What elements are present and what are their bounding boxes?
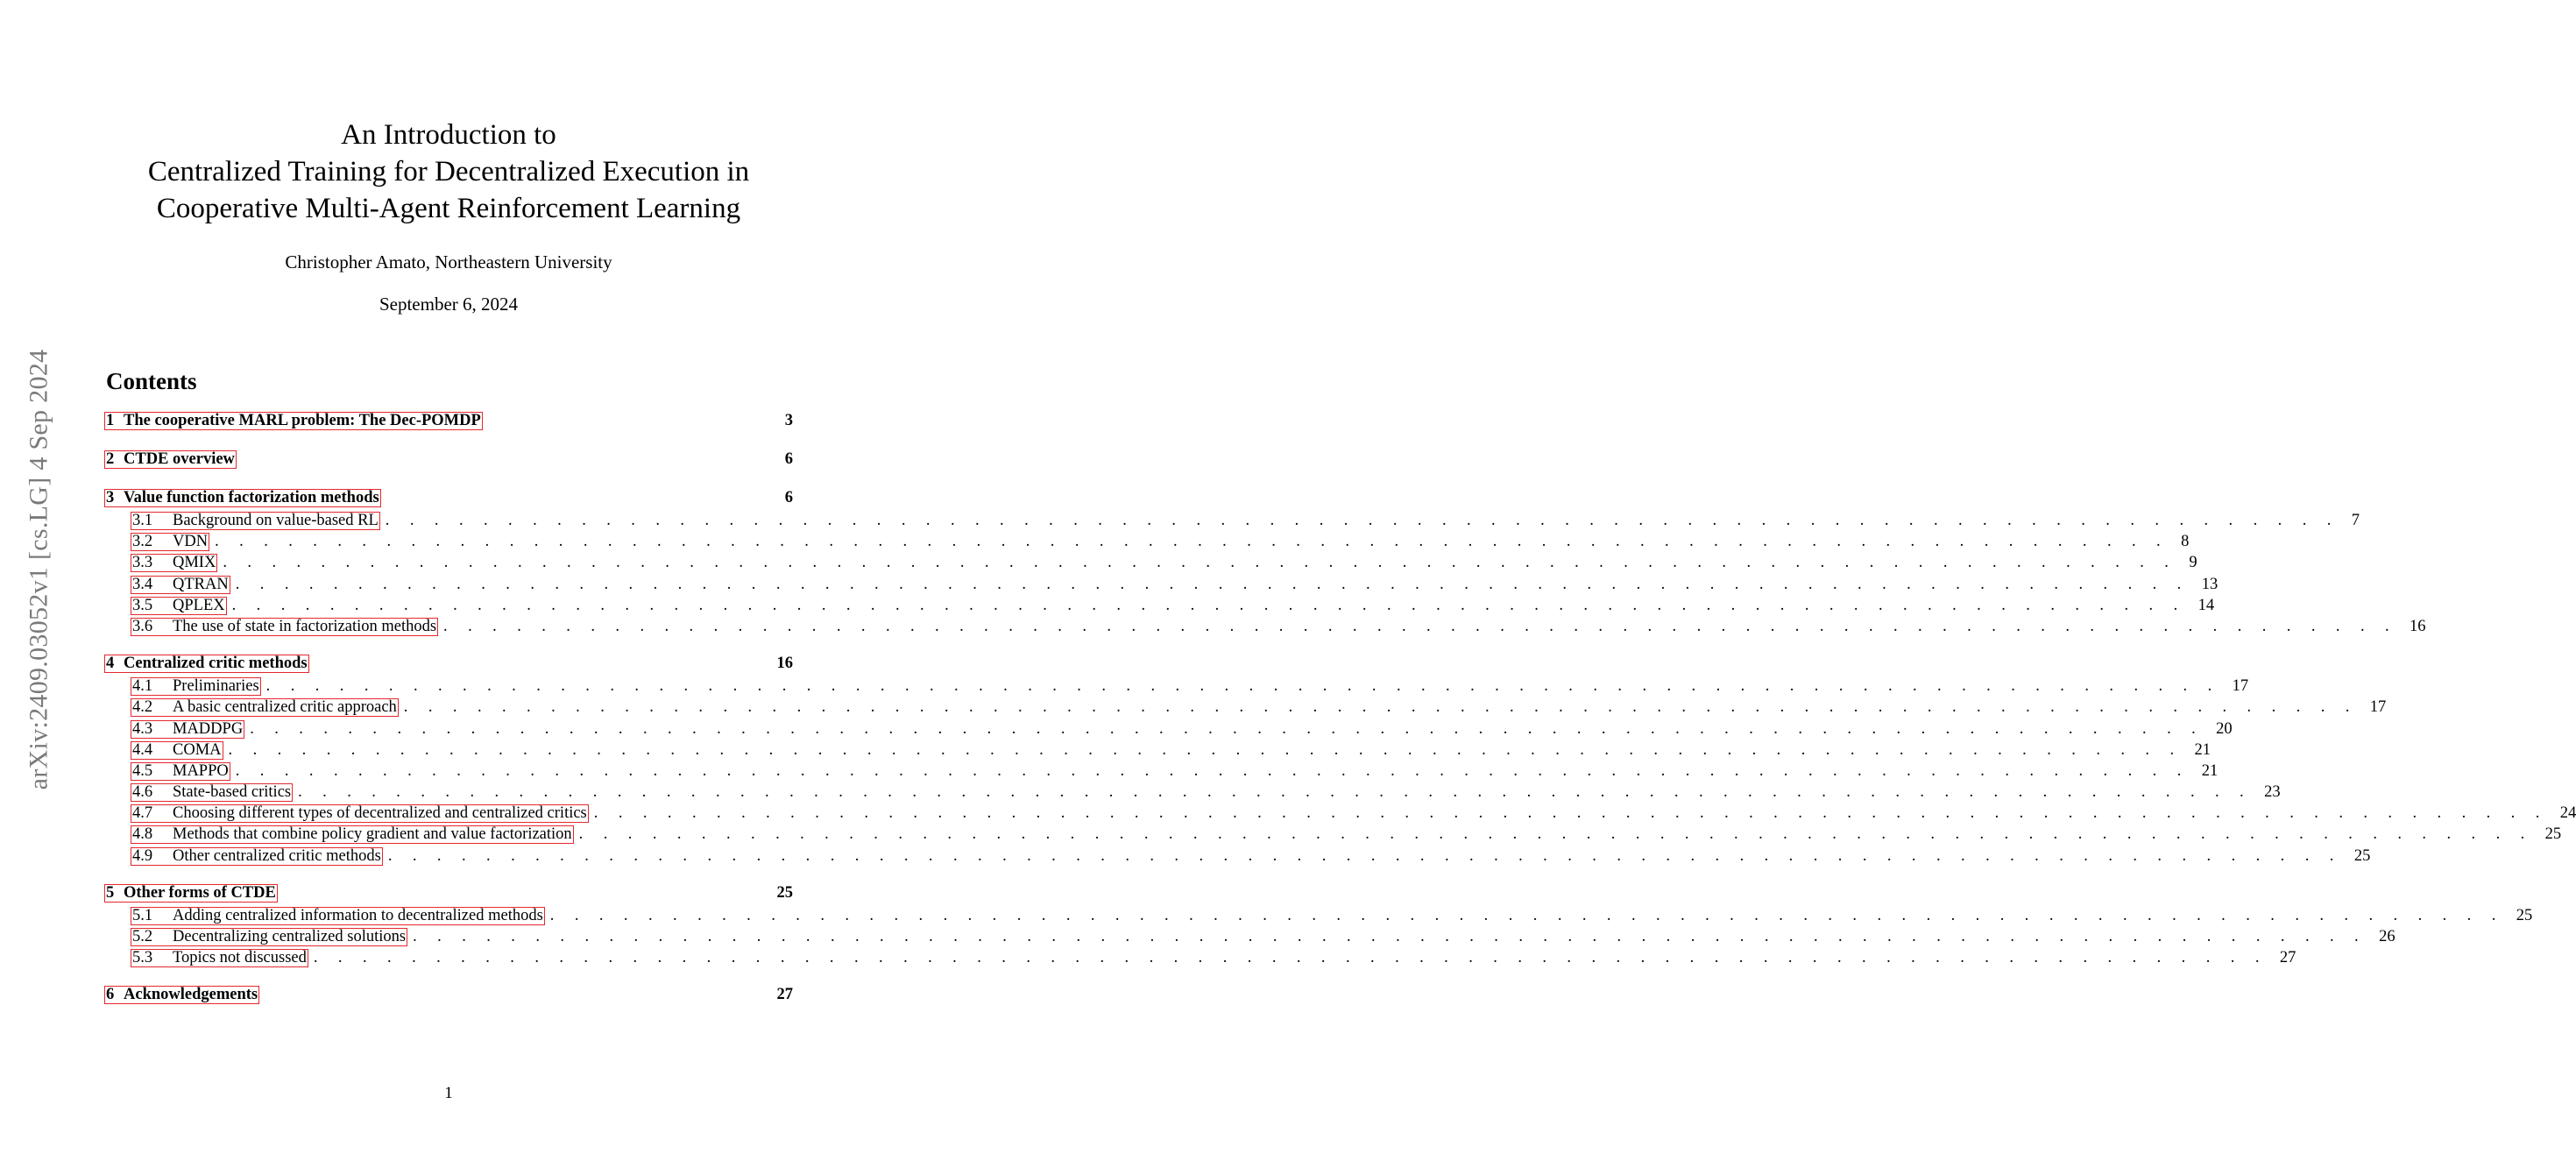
- toc-subsection-title: A basic centralized critic approach: [173, 698, 397, 717]
- toc-subsection-number: 4.8: [132, 825, 153, 844]
- toc-section-link[interactable]: [104, 412, 483, 430]
- toc-subsection-link[interactable]: [131, 512, 380, 530]
- toc-subsection-title: QTRAN: [173, 575, 229, 593]
- toc-subsection-row: [104, 512, 2360, 533]
- toc-section-title: The cooperative MARL problem: The Dec-POMDP: [124, 412, 481, 429]
- toc-subsection-number: 4.1: [132, 677, 153, 696]
- toc-subsection-page: 24: [2559, 804, 2576, 823]
- toc-subsection-number: 3.5: [132, 596, 153, 614]
- toc-leader-dots: . . . . . . . . . . . . . . . . . . . . . . . . . . . . . . . . . . . . . . . . . . . . . . . . . . . . . . . . . . . . . . . . . . . . . . . . . . . . . . . .: [403, 698, 2358, 717]
- toc-subsection-page: 13: [2201, 575, 2219, 593]
- toc-subsection-link[interactable]: [131, 804, 589, 823]
- toc-subsection-title: VDN: [173, 533, 209, 551]
- toc-subsection-title: Methods that combine policy gradient and value factorization: [173, 825, 572, 844]
- table-of-contents: [104, 412, 2576, 1009]
- toc-leader-dots: . . . . . . . . . . . . . . . . . . . . . . . . . . . . . . . . . . . . . . . . . . . . . . . . . . . . . . . . . . . . . . . . . . . . . . . . . . . . . . . .: [265, 677, 2220, 696]
- toc-subsection-link[interactable]: [131, 949, 308, 967]
- toc-section-page: 16: [776, 655, 793, 673]
- toc-leader-dots: . . . . . . . . . . . . . . . . . . . . . . . . . . . . . . . . . . . . . . . . . . . . . . . . . . . . . . . . . . . . . . . . . . . . . . . . . . . . . . . .: [385, 512, 2339, 529]
- toc-subsection-title: Preliminaries: [173, 677, 259, 696]
- toc-subsection-page: 14: [2197, 596, 2215, 614]
- toc-subsection-row: [104, 825, 2562, 846]
- toc-subsection-title: Decentralizing centralized solutions: [173, 928, 407, 945]
- toc-leader-dots: . . . . . . . . . . . . . . . . . . . . . . . . . . . . . . . . . . . . . . . . . . . . . . . . . . . . . . . . . . . . . . . . . . . . . . . . . . . . . . . .: [593, 804, 2548, 823]
- toc-section-link[interactable]: [104, 450, 237, 469]
- toc-subsection-title: Choosing different types of decentralized and centralized critics: [173, 804, 587, 823]
- toc-subsection-title: QMIX: [173, 554, 216, 572]
- toc-subsection-title: QPLEX: [173, 596, 225, 614]
- toc-subsection-page: 17: [2369, 698, 2387, 717]
- toc-section-page: 25: [776, 883, 793, 902]
- toc-section-row: [104, 884, 793, 907]
- toc-subsection-row: [104, 575, 2219, 597]
- toc-subsection-link[interactable]: [131, 928, 407, 946]
- toc-subsection-number: 4.9: [132, 846, 153, 865]
- toc-subsection-page: 20: [2216, 719, 2233, 738]
- toc-subsection-link[interactable]: [131, 847, 383, 866]
- toc-section-row: [104, 655, 793, 677]
- toc-subsection-number: 5.2: [132, 928, 153, 945]
- toc-section-page: 6: [784, 489, 793, 506]
- toc-subsection-page: 9: [2189, 554, 2197, 572]
- contents-heading: Contents: [106, 368, 197, 394]
- toc-subsection-number: 3.6: [132, 617, 153, 635]
- toc-subsection-title: The use of state in factorization methods: [173, 617, 437, 635]
- toc-subsection-link[interactable]: [131, 741, 223, 760]
- toc-section-number: 1: [106, 412, 115, 429]
- toc-subsection-row: [104, 949, 2296, 970]
- toc-subsection-link[interactable]: [131, 907, 545, 925]
- toc-subsection-number: 3.1: [132, 512, 153, 529]
- paper-title: [0, 117, 897, 227]
- toc-subsection-link[interactable]: [131, 762, 230, 781]
- toc-subsection-page: 16: [2410, 617, 2426, 635]
- toc-leader-dots: . . . . . . . . . . . . . . . . . . . . . . . . . . . . . . . . . . . . . . . . . . . . . . . . . . . . . . . . . . . . . . . . . . . . . . . . . . . . . . . .: [443, 617, 2398, 635]
- title-line: Cooperative Multi-Agent Reinforcement Learning: [156, 193, 741, 224]
- author-line: Christopher Amato, Northeastern University: [285, 251, 612, 273]
- toc-section-link[interactable]: [104, 489, 381, 507]
- toc-subsection-title: Topics not discussed: [173, 949, 307, 967]
- title-line: An Introduction to: [341, 119, 556, 151]
- arxiv-stamp-text: arXiv:2409.03052v1 [cs.LG] 4 Sep 2024: [24, 349, 53, 790]
- toc-section-number: 3: [106, 489, 115, 506]
- toc-leader-dots: . . . . . . . . . . . . . . . . . . . . . . . . . . . . . . . . . . . . . . . . . . . . . . . . . . . . . . . . . . . . . . . . . . . . . . . . . . . . . . . .: [549, 906, 2504, 924]
- toc-section-page: 27: [776, 986, 793, 1004]
- arxiv-stamp: [18, 333, 60, 806]
- toc-section-page: 3: [784, 412, 793, 429]
- toc-subsection-row: [104, 719, 2233, 741]
- toc-subsection-number: 5.3: [132, 949, 153, 967]
- toc-subsection-title: MADDPG: [173, 719, 244, 738]
- toc-gap: [104, 639, 793, 655]
- toc-subsection-link[interactable]: [131, 576, 230, 594]
- toc-section-title: Other forms of CTDE: [124, 883, 276, 902]
- toc-leader-dots: . . . . . . . . . . . . . . . . . . . . . . . . . . . . . . . . . . . . . . . . . . . . . . . . . . . . . . . . . . . . . . . . . . . . . . . . . . . . . . . .: [215, 533, 2169, 551]
- toc-subsection-number: 4.7: [132, 804, 153, 823]
- toc-subsection-link[interactable]: [131, 783, 293, 802]
- toc-section-row: [104, 450, 793, 473]
- toc-subsection-number: 4.5: [132, 761, 153, 780]
- toc-subsection-link[interactable]: [131, 618, 438, 636]
- toc-subsection-page: 23: [2264, 783, 2281, 802]
- toc-subsection-page: 25: [2544, 825, 2562, 844]
- toc-gap: [104, 970, 793, 986]
- toc-subsection-row: [104, 906, 2533, 928]
- toc-subsection-page: 25: [2516, 906, 2533, 924]
- title-line: Centralized Training for Decentralized Execution in: [147, 156, 750, 188]
- toc-subsection-link[interactable]: [131, 597, 227, 615]
- toc-subsection-title: Background on value-based RL: [173, 512, 379, 529]
- toc-subsection-page: 8: [2181, 533, 2190, 551]
- toc-subsection-number: 4.3: [132, 719, 153, 738]
- toc-subsection-page: 26: [2379, 928, 2396, 945]
- toc-subsection-row: [104, 846, 2371, 868]
- toc-subsection-row: [104, 761, 2219, 783]
- toc-subsection-page: 21: [2194, 740, 2211, 759]
- toc-section-row: [104, 412, 793, 435]
- toc-subsection-row: [104, 554, 2197, 575]
- toc-section-number: 6: [106, 986, 115, 1004]
- toc-section-number: 2: [106, 450, 115, 468]
- toc-section-title: Value function factorization methods: [124, 489, 379, 506]
- toc-subsection-link[interactable]: [131, 698, 399, 717]
- toc-leader-dots: . . . . . . . . . . . . . . . . . . . . . . . . . . . . . . . . . . . . . . . . . . . . . . . . . . . . . . . . . . . . . . . . . . . . . . . . . . . . . . . .: [250, 719, 2204, 738]
- toc-section-title: Centralized critic methods: [124, 655, 308, 673]
- toc-leader-dots: . . . . . . . . . . . . . . . . . . . . . . . . . . . . . . . . . . . . . . . . . . . . . . . . . . . . . . . . . . . . . . . . . . . . . . . . . . . . . . . .: [313, 949, 2268, 967]
- date-line: September 6, 2024: [379, 294, 519, 315]
- toc-section-link[interactable]: [104, 884, 278, 903]
- toc-subsection-title: COMA: [173, 740, 222, 759]
- toc-subsection-row: [104, 596, 2215, 618]
- toc-gap: [104, 868, 793, 884]
- toc-subsection-number: 3.4: [132, 575, 153, 593]
- toc-subsection-row: [104, 928, 2396, 949]
- toc-subsection-number: 3.3: [132, 554, 153, 572]
- toc-subsection-row: [104, 617, 2426, 639]
- page-number: 1: [444, 1084, 453, 1102]
- toc-leader-dots: . . . . . . . . . . . . . . . . . . . . . . . . . . . . . . . . . . . . . . . . . . . . . . . . . . . . . . . . . . . . . . . . . . . . . . . . . . . . . . . .: [413, 928, 2367, 945]
- toc-subsection-row: [104, 533, 2190, 554]
- toc-leader-dots: . . . . . . . . . . . . . . . . . . . . . . . . . . . . . . . . . . . . . . . . . . . . . . . . . . . . . . . . . . . . . . . . . . . . . . . . . . . . . . . .: [235, 761, 2190, 780]
- toc-subsection-page: 17: [2232, 677, 2249, 696]
- toc-subsection-link[interactable]: [131, 554, 217, 572]
- toc-subsection-row: [104, 804, 2576, 825]
- toc-subsection-row: [104, 740, 2211, 762]
- toc-subsection-link[interactable]: [131, 825, 574, 844]
- toc-subsection-row: [104, 677, 2249, 698]
- toc-subsection-row: [104, 698, 2387, 719]
- toc-section-number: 5: [106, 883, 115, 902]
- toc-subsection-page: 21: [2201, 761, 2219, 780]
- toc-section-link[interactable]: [104, 655, 309, 673]
- toc-subsection-title: MAPPO: [173, 761, 229, 780]
- toc-subsection-title: State-based critics: [173, 783, 292, 802]
- toc-subsection-link[interactable]: [131, 533, 209, 551]
- toc-subsection-link[interactable]: [131, 720, 244, 739]
- toc-subsection-number: 4.6: [132, 783, 153, 802]
- toc-subsection-number: 5.1: [132, 906, 153, 924]
- toc-leader-dots: . . . . . . . . . . . . . . . . . . . . . . . . . . . . . . . . . . . . . . . . . . . . . . . . . . . . . . . . . . . . . . . . . . . . . . . . . . . . . . . .: [298, 783, 2253, 802]
- toc-subsection-number: 4.2: [132, 698, 153, 717]
- toc-subsection-row: [104, 783, 2281, 804]
- toc-subsection-title: Other centralized critic methods: [173, 846, 381, 865]
- toc-subsection-page: 7: [2351, 512, 2360, 529]
- toc-section-row: [104, 986, 793, 1009]
- toc-section-title: Acknowledgements: [124, 986, 258, 1004]
- toc-leader-dots: . . . . . . . . . . . . . . . . . . . . . . . . . . . . . . . . . . . . . . . . . . . . . . . . . . . . . . . . . . . . . . . . . . . . . . . . . . . . . . . .: [235, 575, 2190, 593]
- toc-subsection-title: Adding centralized information to decentralized methods: [173, 906, 543, 924]
- toc-leader-dots: . . . . . . . . . . . . . . . . . . . . . . . . . . . . . . . . . . . . . . . . . . . . . . . . . . . . . . . . . . . . . . . . . . . . . . . . . . . . . . . .: [387, 846, 2342, 865]
- toc-leader-dots: . . . . . . . . . . . . . . . . . . . . . . . . . . . . . . . . . . . . . . . . . . . . . . . . . . . . . . . . . . . . . . . . . . . . . . . . . . . . . . . .: [231, 596, 2186, 614]
- toc-leader-dots: . . . . . . . . . . . . . . . . . . . . . . . . . . . . . . . . . . . . . . . . . . . . . . . . . . . . . . . . . . . . . . . . . . . . . . . . . . . . . . . .: [223, 554, 2177, 572]
- toc-subsection-number: 3.2: [132, 533, 153, 551]
- toc-section-link[interactable]: [104, 986, 259, 1004]
- toc-subsection-number: 4.4: [132, 740, 153, 759]
- toc-section-page: 6: [784, 450, 793, 468]
- toc-leader-dots: . . . . . . . . . . . . . . . . . . . . . . . . . . . . . . . . . . . . . . . . . . . . . . . . . . . . . . . . . . . . . . . . . . . . . . . . . . . . . . . .: [578, 825, 2533, 844]
- toc-subsection-page: 27: [2279, 949, 2296, 967]
- toc-leader-dots: . . . . . . . . . . . . . . . . . . . . . . . . . . . . . . . . . . . . . . . . . . . . . . . . . . . . . . . . . . . . . . . . . . . . . . . . . . . . . . . .: [228, 740, 2183, 759]
- toc-subsection-page: 25: [2353, 846, 2371, 865]
- toc-subsection-link[interactable]: [131, 677, 261, 696]
- toc-section-number: 4: [106, 655, 115, 673]
- toc-gap: [104, 435, 793, 450]
- toc-section-row: [104, 489, 793, 512]
- toc-section-title: CTDE overview: [124, 450, 235, 468]
- toc-gap: [104, 473, 793, 489]
